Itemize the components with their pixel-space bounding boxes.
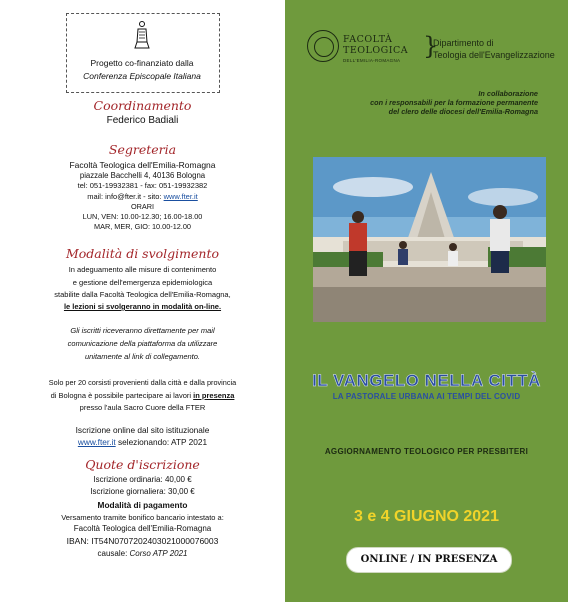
modalita-line-1: In adeguamento alle misure di contenimento: [68, 265, 217, 274]
project-line-1: Progetto co-finanziato dalla: [90, 58, 194, 68]
fter-logo-icon: [307, 30, 339, 62]
site-link[interactable]: www.fter.it: [163, 192, 198, 201]
segreteria-phones: tel: 051-19932381 - fax: 051-19932382: [77, 181, 208, 190]
coordinatore-name: Federico Badiali: [106, 115, 179, 126]
cover-photo: [313, 157, 546, 322]
quota-ordinaria: Iscrizione ordinaria: 40,00 €: [93, 475, 192, 484]
modalita-title: Modalità di svolgimento: [65, 246, 220, 261]
causale: [0, 549, 285, 558]
causale-value: Corso ATP 2021: [129, 549, 188, 558]
iscrizione-line-2: [0, 437, 285, 447]
modalita-line-7: unitamente al link di collegamento.: [84, 352, 201, 361]
collab-line-1: In collaborazione: [478, 89, 538, 98]
iscrizione-site-link[interactable]: www.fter.it: [77, 437, 116, 447]
iban: IBAN: IT54N0707202403021000076003: [66, 536, 219, 546]
event-dates: 3 e 4 GIUGNO 2021: [354, 508, 499, 525]
fter-logo-inner: [314, 37, 334, 57]
modalita-line-2: e gestione dell'emergenza epidemiologica: [72, 278, 213, 287]
modalita-line-4: le lezioni si svolgeranno in modalità on-line.: [63, 302, 222, 311]
cei-logo-icon: [134, 20, 150, 50]
segreteria-title: Segreteria: [108, 142, 177, 157]
modalita-line-5: Gli iscritti riceveranno direttamente per mail: [70, 326, 215, 335]
dipartimento-line-2: Teologia dell'Evangelizzazione: [433, 50, 555, 60]
modalita-line-9: [0, 391, 285, 400]
mail-prefix: mail: info@fter.it - sito:: [87, 192, 164, 201]
modalita-line-6: comunicazione della piattaforma da utilizzare: [67, 339, 218, 348]
segreteria-address: piazzale Bacchelli 4, 40136 Bologna: [79, 171, 206, 180]
coordinamento-title: Coordinamento: [93, 98, 192, 113]
collab-line-3: del clero delle diocesi dell'Emilia-Romagna: [388, 107, 538, 116]
orari-line-1: LUN, VEN: 10.00-12.30; 16.00-18.00: [82, 212, 203, 221]
project-line-2: Conferenza Episcopale Italiana: [83, 71, 201, 81]
collab-line-2: con i responsabili per la formazione permanente: [370, 98, 538, 107]
iscrizione-line-1: Iscrizione online dal sito istituzionale: [75, 425, 210, 435]
modalita-line-3: stabilite dalla Facoltà Teologica dell'Emilia-Romagna,: [54, 290, 231, 299]
segreteria-mail: [0, 192, 285, 201]
presenza-bold: in presenza: [193, 391, 235, 400]
aggiornamento-label: AGGIORNAMENTO TEOLOGICO PER PRESBITERI: [324, 447, 529, 456]
logo-line-1: FACOLTÀ: [343, 34, 393, 45]
logo-line-3: DELL'EMILIA-ROMAGNA: [343, 58, 401, 63]
event-subtitle: LA PASTORALE URBANA AI TEMPI DEL COVID: [332, 392, 521, 401]
pagamento-label: Modalità di pagamento: [97, 500, 188, 510]
orari-label: ORARI: [130, 202, 155, 211]
orari-line-2: MAR, MER, GIO: 10.00-12.00: [94, 222, 191, 231]
pagamento-line-1: Versamento tramite bonifico bancario intestato a:: [61, 513, 224, 522]
iscrizione-rest: selezionando: ATP 2021: [115, 437, 208, 447]
mode-badge: ONLINE / IN PRESENZA: [346, 547, 512, 573]
dipartimento-line-1: Dipartimento di: [433, 38, 494, 48]
segreteria-org: Facoltà Teologica dell'Emilia-Romagna: [69, 160, 216, 170]
logo-line-2: TEOLOGICA: [343, 45, 409, 56]
brace-divider: }: [423, 32, 439, 60]
modalita-line-8: Solo per 20 corsisti provenienti dalla città e dalla provincia: [48, 378, 237, 387]
quota-giornaliera: Iscrizione giornaliera: 30,00 €: [90, 487, 195, 496]
pagamento-line-2: Facoltà Teologica dell'Emilia-Romagna: [73, 524, 212, 533]
right-panel: [285, 0, 568, 602]
quote-title: Quote d'iscrizione: [85, 457, 200, 472]
causale-prefix: causale:: [97, 549, 130, 558]
modalita-line-10: presso l'aula Sacro Cuore della FTER: [79, 403, 206, 412]
presenza-prefix: di Bologna è possibile partecipare ai lavori: [50, 391, 194, 400]
event-title: IL VANGELO NELLA CITTÀ: [312, 371, 541, 390]
